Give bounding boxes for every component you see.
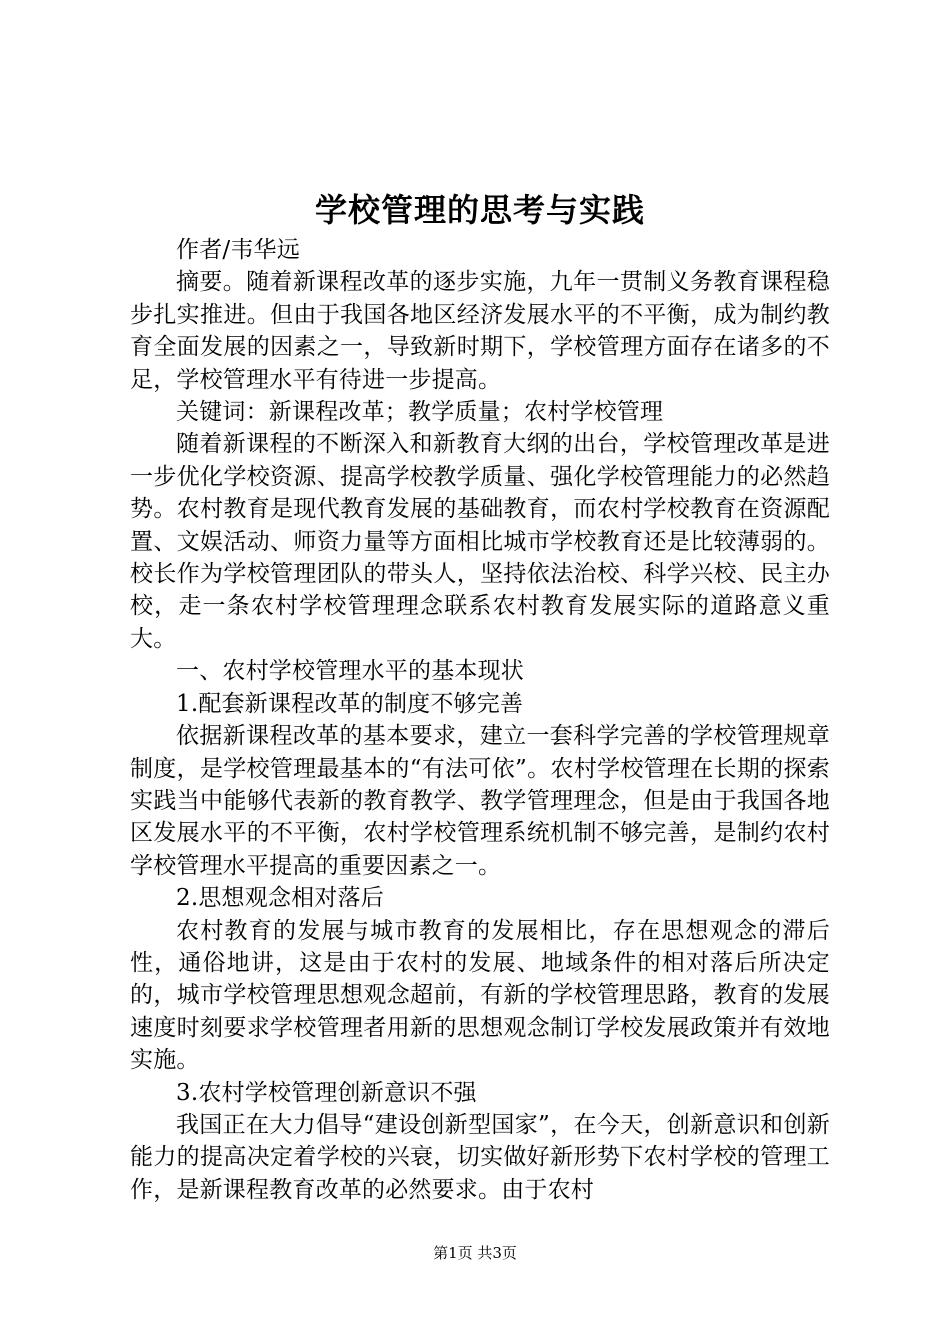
subheading-1: 1.配套新课程改革的制度不够完善 (176, 690, 524, 717)
subheading-3: 3.农村学校管理创新意识不强 (176, 1079, 477, 1106)
body-paragraph-3: 我国正在大力倡导“建设创新型国家”，在今天，创新意识和创新能力的提高决定着学校的兴衰，切实做好新形势下农村学校的管理工作，是新课程教育改革的必然要求。由于农村 (130, 1111, 830, 1203)
document-page (130, 188, 830, 1206)
body-paragraph-2: 农村教育的发展与城市教育的发展相比，存在思想观念的滞后性，通俗地讲，这是由于农村的发展、地域条件的相对落后所决定的，城市学校管理思想观念超前，有新的学校管理思路，教育的发展速度时刻要求学校管理者用新的思想观念制订学校发展政策并有效地实施。 (130, 917, 830, 1074)
keywords-paragraph: 关键词：新课程改革；教学质量；农村学校管理 (176, 399, 664, 426)
document-title: 学校管理的思考与实践 (314, 191, 645, 229)
author-line: 作者/韦华远 (176, 237, 300, 263)
section-heading-1: 一、农村学校管理水平的基本现状 (176, 658, 524, 685)
intro-paragraph: 随着新课程的不断深入和新教育大纲的出台，学校管理改革是进一步优化学校资源、提高学校教学质量、强化学校管理能力的必然趋势。农村教育是现代教育发展的基础教育，而农村学校教育在资源配置、文娱活动、师资力量等方面相比城市学校教育还是比较薄弱的。校长作为学校管理团队的带头人，坚持依法治校、科学兴校、民主办校，走一条农村学校管理理念联系农村教育发展实际的道路意义重大。 (130, 431, 830, 652)
abstract-paragraph: 摘要。随着新课程改革的逐步实施，九年一贯制义务教育课程稳步扎实推进。但由于我国各地区经济发展水平的不平衡，成为制约教育全面发展的因素之一，导致新时期下，学校管理方面存在诸多的不足，学校管理水平有待进一步提高。 (130, 269, 830, 393)
body-paragraph-1: 依据新课程改革的基本要求，建立一套科学完善的学校管理规章制度，是学校管理最基本的“有法可依”。农村学校管理在长期的探索实践当中能够代表新的教育教学、教学管理理念，但是由于我国各地区发展水平的不平衡，农村学校管理系统机制不够完善，是制约农村学校管理水平提高的重要因素之一。 (130, 723, 830, 879)
page-number-footer: 第1页 共3页 (433, 1244, 517, 1262)
subheading-2: 2.思想观念相对落后 (176, 885, 384, 912)
